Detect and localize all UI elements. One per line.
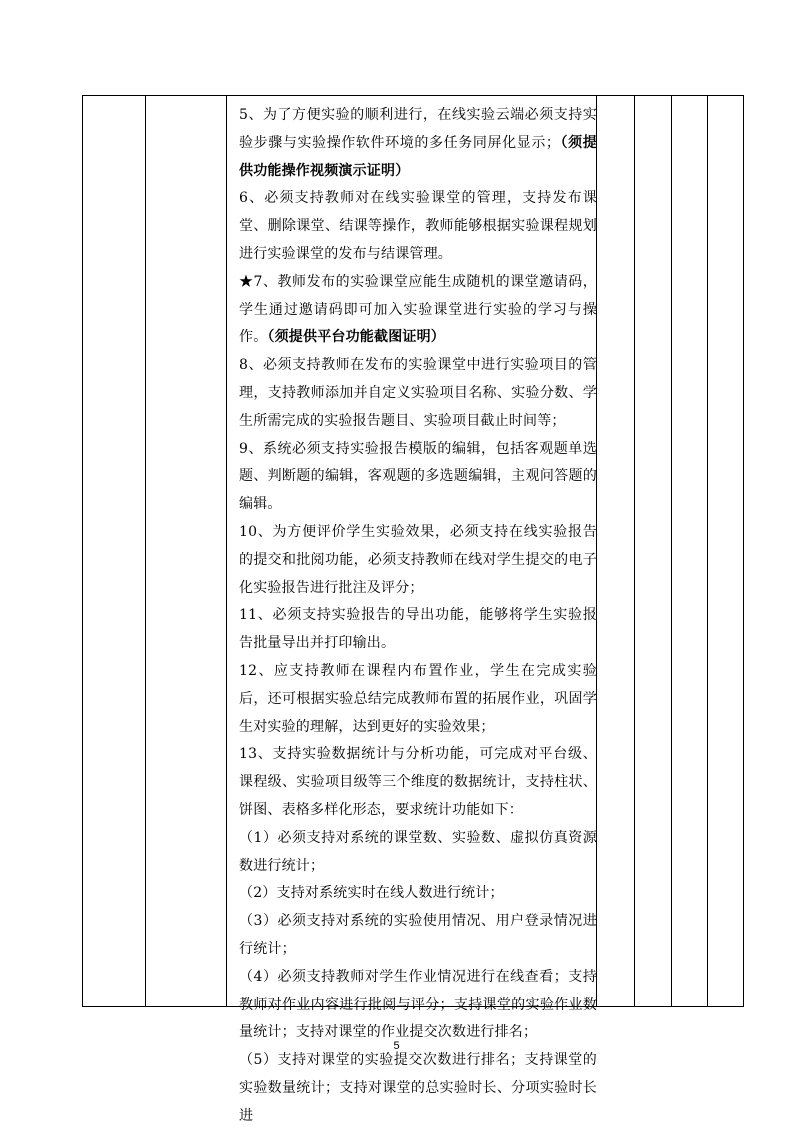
column-divider <box>671 96 672 1006</box>
requirement-item: 6、必须支持教师对在线实验课堂的管理，支持发布课堂、删除课堂、结课等操作，教师能够根据实验课程规划进行实验课堂的发布与结课管理。 <box>239 190 597 262</box>
requirement-item: 13、支持实验数据统计与分析功能，可完成对平台级、课程级、实验项目级等三个维度的数据统计，支持柱状、饼图、表格多样化形态，要求统计功能如下： <box>239 746 597 818</box>
column-divider <box>145 96 146 1006</box>
requirement-item: 9、系统必须支持实验报告模版的编辑，包括客观题单选题、判断题的编辑，客观题的多选题编辑，主观问答题的编辑。 <box>239 440 597 513</box>
requirement-item: （2）支持对系统实时在线人数进行统计； <box>239 885 504 902</box>
requirement-item: 8、必须支持教师在发布的实验课堂中进行实验项目的管理，支持教师添加并自定义实验项目名称、实验分数、学生所需完成的实验报告题目、实验项目截止时间等； <box>239 357 597 429</box>
column-divider <box>634 96 635 1006</box>
column-divider <box>707 96 708 1006</box>
column-divider <box>226 96 227 1006</box>
requirement-item: 5、为了方便实验的顺利进行，在线实验云端必须支持实验步骤与实验操作软件环境的多任务同屏化显示；（须提供功能操作视频演示证明） <box>239 107 597 179</box>
requirement-item: （4）必须支持教师对学生作业情况进行在线查看；支持教师对作业内容进行批阅与评分；支持课堂的实验作业数量统计；支持对课堂的作业提交次数进行排名； <box>239 968 597 1041</box>
requirement-item: （5）支持对课堂的实验提交次数进行排名；支持课堂的实验数量统计；支持对课堂的总实验时长、分项实验时长进 <box>239 1052 597 1124</box>
requirements-cell <box>233 96 597 1130</box>
requirement-item: 11、必须支持实验报告的导出功能，能够将学生实验报告批量导出并打印输出。 <box>239 607 597 652</box>
requirements-table <box>82 95 744 1124</box>
requirement-item: （3）必须支持对系统的实验使用情况、用户登录情况进行统计； <box>239 913 597 957</box>
page-number: 5 <box>393 1040 400 1052</box>
requirement-item: 12、应支持教师在课程内布置作业，学生在完成实验后，还可根据实验总结完成教师布置的拓展作业，巩固学生对实验的理解，达到更好的实验效果； <box>239 662 597 735</box>
requirement-item: ★7、教师发布的实验课堂应能生成随机的课堂邀请码，学生通过邀请码即可加入实验课堂进行实验的学习与操作。（须提供平台功能截图证明） <box>239 273 597 346</box>
requirement-item: （1）必须支持对系统的课堂数、实验数、虚拟仿真资源数进行统计； <box>239 829 597 874</box>
requirement-item: 10、为方便评价学生实验效果，必须支持在线实验报告的提交和批阅功能，必须支持教师在线对学生提交的电子化实验报告进行批注及评分； <box>239 523 597 596</box>
